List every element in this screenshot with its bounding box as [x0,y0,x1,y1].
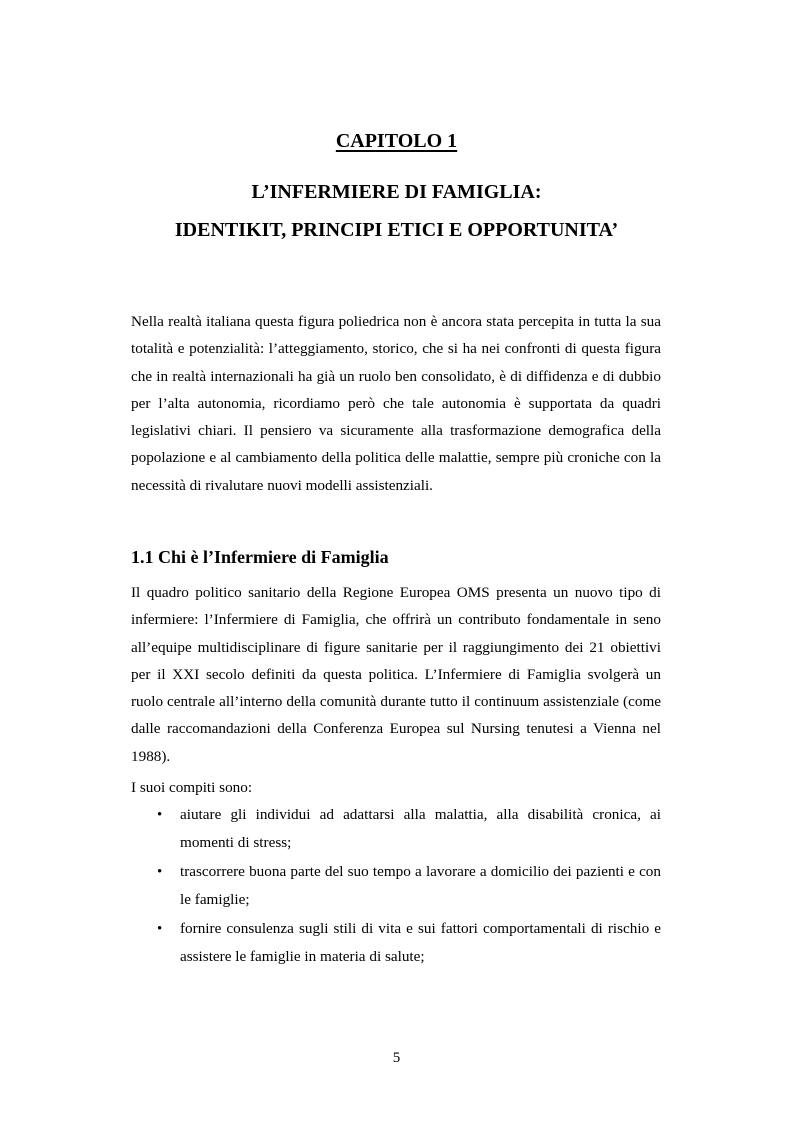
list-item-text: trascorrere buona parte del suo tempo a lavorare a domicilio dei pazienti e con le famiglie; [180,863,661,908]
chapter-title-line-1: L’INFERMIERE DI FAMIGLIA: [251,181,542,203]
tasks-intro: I suoi compiti sono: [131,779,253,796]
bullet-icon: • [157,807,163,823]
section-heading: 1.1 Chi è l’Infermiere di Famiglia [131,547,389,567]
bullet-icon: • [157,864,163,880]
intro-paragraph: Nella realtà italiana questa figura poliedrica non è ancora stata percepita in tutta la sua totalità e potenzialità: l’atteggiamento, storico, che si ha nei confronti di questa figura che in realtà internazionali ha già un ruolo ben consolidato, è di diffidenza e di dubbio per l’alta autonomia, ricordiamo però che tale autonomia è supportata da quadri legislativi chiari. Il pensiero va sicuramente alla trasformazione demografica della popolazione e al cambiamento della politica delle malattie, sempre più croniche con la necessità di rivalutare nuovi modelli assistenziali. [131,313,661,494]
chapter-title-line-2: IDENTIKIT, PRINCIPI ETICI E OPPORTUNITA’ [174,219,619,241]
page-number: 5 [392,1050,401,1066]
list-item [131,915,661,971]
section-paragraph: Il quadro politico sanitario della Regione Europea OMS presenta un nuovo tipo di infermiere: l’Infermiere di Famiglia, che offrirà un contributo fondamentale in seno all’equipe multidisciplinare di figure sanitarie per il raggiungimento dei 21 obiettivi per il XXI secolo definiti da questa politica. L’Infermiere di Famiglia svolgerà un ruolo centrale all’interno della comunità durante tutto il continuum assistenziale (come dalle raccomandazioni della Conferenza Europea sul Nursing tenutesi a Vienna nel 1988). [131,584,661,765]
list-item-text: aiutare gli individui ad adattarsi alla malattia, alla disabilità cronica, ai momenti di stress; [180,806,661,851]
list-item-text: fornire consulenza sugli stili di vita e sui fattori comportamentali di rischio e assistere le famiglie in materia di salute; [180,920,661,965]
bullet-icon: • [157,921,163,937]
chapter-label: CAPITOLO 1 [335,130,458,152]
list-item [131,858,661,914]
list-item [131,801,661,857]
tasks-list [131,801,661,972]
